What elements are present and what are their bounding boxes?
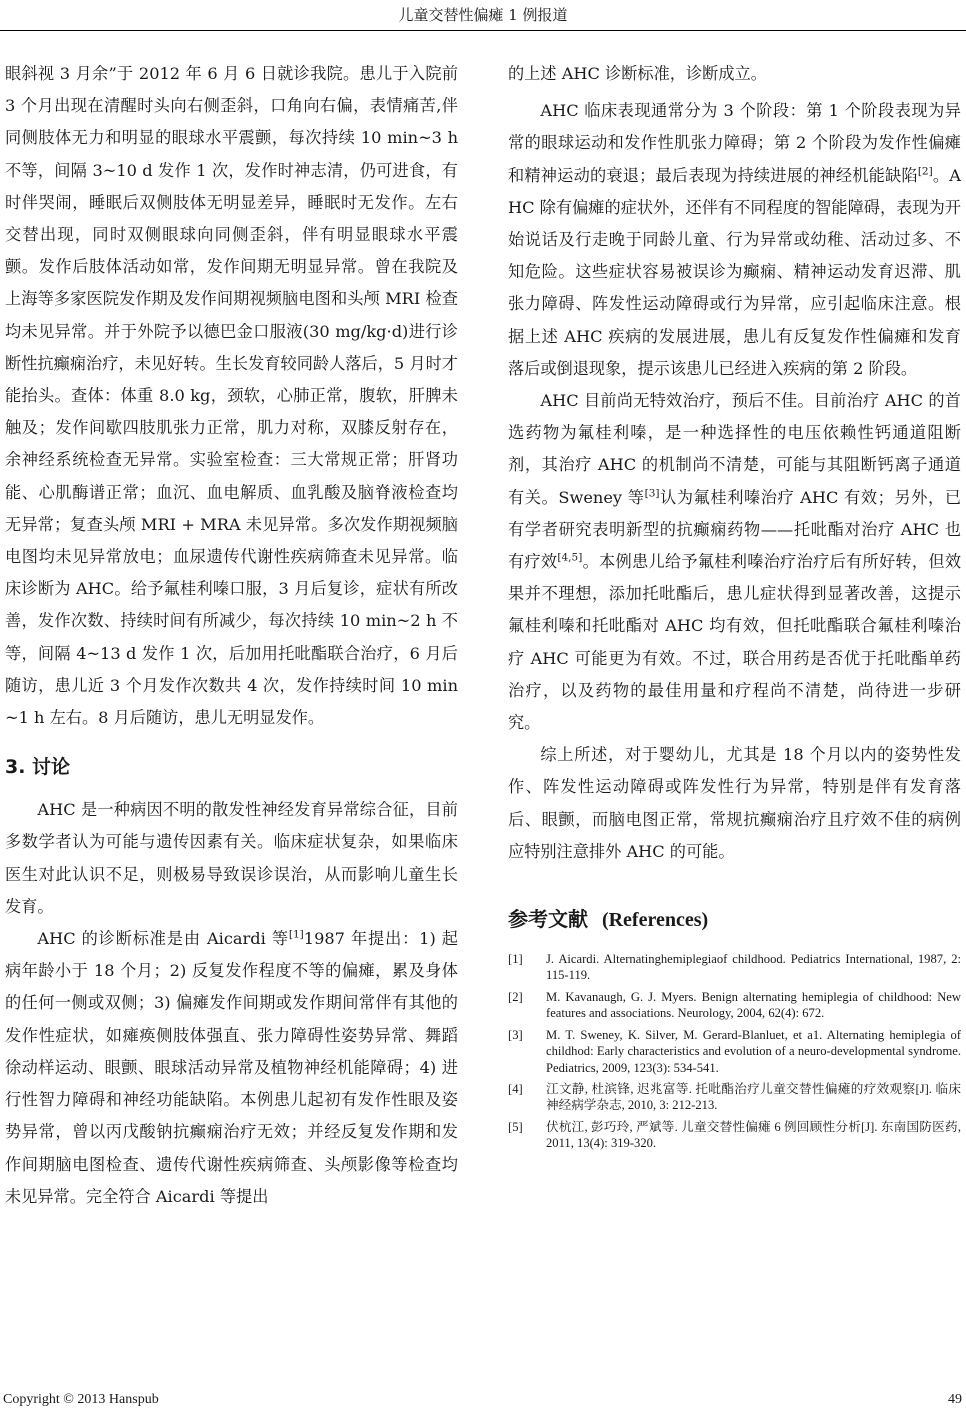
citation-1: [1] (288, 928, 304, 941)
discussion-paragraph-2 (5, 923, 458, 1213)
reference-number: [1] (508, 952, 523, 967)
reference-text: 伏杭江, 彭巧玲, 严斌等. 儿童交替性偏瘫 6 例回顾性分析[J]. 东南国防医药, 2011, 13(4): 319-320. (546, 1119, 961, 1151)
left-column (5, 58, 458, 1213)
section-heading-discussion: 3. 讨论 (5, 756, 71, 779)
reference-number: [5] (508, 1119, 523, 1134)
references-heading-en: (References) (601, 909, 709, 932)
diagnosis-conclusion-paragraph: 的上述 AHC 诊断标准，诊断成立。 (508, 64, 767, 83)
reference-number: [3] (508, 1027, 523, 1042)
header-rule (0, 30, 966, 31)
reference-text: J. Aicardi. Alternatinghemiplegiaof childhood. Pediatrics International, 1987, 2: 115-119. (546, 952, 961, 983)
citation-2: [2] (917, 165, 933, 178)
reference-list (508, 951, 961, 1151)
text-run: 认为氟桂利嗪治疗 AHC 有效；另外，已有学者研究表明新型的抗癫痫药物——托吡酯对治疗 AHC 也有疗效 (508, 487, 962, 572)
references-heading (508, 904, 961, 935)
conclusion-paragraph: 综上所述，对于婴幼儿，尤其是 18 个月以内的姿势性发作、阵发性运动障碍或阵发性行为异常，特别是伴有发育落后、眼颤，而脑电图正常，常规抗癫痫治疗且疗效不佳的病例应特别注意排外 AHC 的可能。 (508, 745, 961, 861)
reference-item (508, 989, 961, 1022)
citation-4-5: [4,5] (557, 551, 583, 564)
text-run: 1987 年提出：1) 起病年龄小于 18 个月；2) 反复发作程度不等的偏瘫，累及身体的任何一侧或双侧；3) 偏瘫发作间期或发作期间常伴有其他的发作性症状，如瘫痪侧肢体强直、张力障碍性姿势异常、舞蹈徐动样运动、眼颤、眼球活动异常及植物神经机能障碍；4) 进行性智力障碍和神经功能缺陷。本例患儿起初有发作性眼及姿势异常，曾以丙戊酸钠抗癫痫治疗无效；并经反复发作期和发作间期脑电图检查、遗传代谢性疾病筛查、头颅影像等检查均未见异常。完全符合 Aicardi 等提出 (5, 929, 458, 1206)
text-run: 。AHC 除有偏瘫的症状外，还伴有不同程度的智能障碍，表现为开始说话及行走晚于同龄儿童、行为异常或幼稚、活动过多、不知危险。这些症状容易被误诊为癫痫、精神运动发育迟滞、肌张力障碍、阵发性运动障碍或行为异常，应引起临床注意。根据上述 AHC 疾病的发展进展，患儿有反复发作性偏瘫和发育落后或倒退现象，提示该患儿已经进入疾病的第 2 阶段。 (508, 165, 961, 378)
text-run: 。本例患儿给予氟桂利嗪治疗治疗后有所好转，但效果并不理想，添加托吡酯后，患儿症状得到显著改善，这提示氟桂利嗪和托吡酯对 AHC 均有效，但托吡酯联合氟桂利嗪治疗 AHC 可能更为有效。不过，联合用药是否优于托吡酯单药治疗，以及药物的最佳用量和疗程尚不清楚，尚待进一步研究。 (508, 552, 962, 733)
reference-text: M. T. Sweney, K. Silver, M. Gerard-Blanluet, et a1. Alternating hemiplegia of childhod: Early characteristics and evolution of a neuro-developmental syndrome. Pediatrics, 2009, 123(3): 534-541. (546, 1027, 961, 1075)
reference-item (508, 1027, 961, 1076)
reference-text: 江文静, 杜滨锋, 迟兆富等. 托吡酯治疗儿童交替性偏瘫的疗效观察[J]. 临床神经病学杂志, 2010, 3: 212-213. (546, 1081, 961, 1113)
running-header: 儿童交替性偏瘫 1 例报道 (398, 6, 568, 24)
right-column (508, 58, 961, 1157)
case-report-paragraph: 眼斜视 3 月余”于 2012 年 6 月 6 日就诊我院。患儿于入院前 3 个月出现在清醒时头向右侧歪斜，口角向右偏，表情痛苦,伴同侧肢体无力和明显的眼球水平震颤，每次持续 10 min~3 h 不等，间隔 3~10 d 发作 1 次，发作时神志清，仍可进食，有时伴哭闹，睡眠后双侧肢体无明显差异，睡眠时无发作。左右交替出现，同时双侧眼球向同侧歪斜，伴有明显眼球水平震颤。发作后肢体活动如常，发作间期无明显异常。曾在我院及上海等多家医院发作期及发作间期视频脑电图和头颅 MRI 检查均未见异常。并于外院予以德巴金口服液(30 mg/kg·d)进行诊断性抗癫痫治疗，未见好转。生长发育较同龄人落后，5 月时才能抬头。查体：体重 8.0 kg，颈软，心肺正常，腹软，肝脾未触及；发作间歇四肢肌张力正常，肌力对称，双膝反射存在，余神经系统检查无异常。实验室检查：三大常规正常；肝肾功能、心肌酶谱正常；血沉、血电解质、血乳酸及脑脊液检查均无异常；复查头颅 MRI + MRA 未见异常。多次发作期视频脑电图均未见异常放电；血尿遗传代谢性疾病筛查未见异常。临床诊断为 AHC。给予氟桂利嗪口服，3 月后复诊，症状有所改善，发作次数、持续时间有所减少，每次持续 10 min~2 h 不等，间隔 4~13 d 发作 1 次，后加用托吡酯联合治疗，6 月后随访，患儿近 3 个月发作次数共 4 次，发作持续时间 10 min~1 h 左右。8 月后随访，患儿无明显发作。 (5, 64, 458, 728)
reference-number: [2] (508, 989, 523, 1004)
reference-number: [4] (508, 1081, 523, 1096)
reference-text: M. Kavanaugh, G. J. Myers. Benign alternating hemiplegia of childhood: New features and associations. Neurology, 2004, 62(4): 672. (546, 989, 961, 1021)
reference-item (508, 1081, 961, 1114)
citation-3: [3] (644, 487, 660, 500)
text-run: AHC 临床表现通常分为 3 个阶段：第 1 个阶段表现为异常的眼球运动和发作性肌张力障碍；第 2 个阶段为发作性偏瘫和精神运动的衰退；最后表现为持续进展的神经机能缺陷 (508, 101, 961, 185)
copyright-footer: Copyright © 2013 Hanspub (3, 1392, 159, 1407)
discussion-paragraph-1: AHC 是一种病因不明的散发性神经发育异常综合征，目前多数学者认为可能与遗传因素有关。临床症状复杂，如果临床医生对此认识不足，则极易导致误诊误治，从而影响儿童生长发育。 (5, 800, 458, 916)
discussion-paragraph-3 (508, 95, 961, 385)
reference-item (508, 951, 961, 984)
reference-item (508, 1119, 961, 1152)
page-number: 49 (948, 1392, 962, 1407)
text-run: AHC 目前尚无特效治疗，预后不佳。目前治疗 AHC 的首选药物为氟桂利嗪，是一种选择性的电压依赖性钙通道阻断剂，其治疗 AHC 的机制尚不清楚，可能与其阻断钙离子通道有关。Sweney 等 (508, 391, 961, 507)
discussion-paragraph-4 (508, 385, 961, 739)
text-run: AHC 的诊断标准是由 Aicardi 等 (37, 929, 289, 949)
references-heading-cn: 参考文献 (508, 907, 588, 932)
